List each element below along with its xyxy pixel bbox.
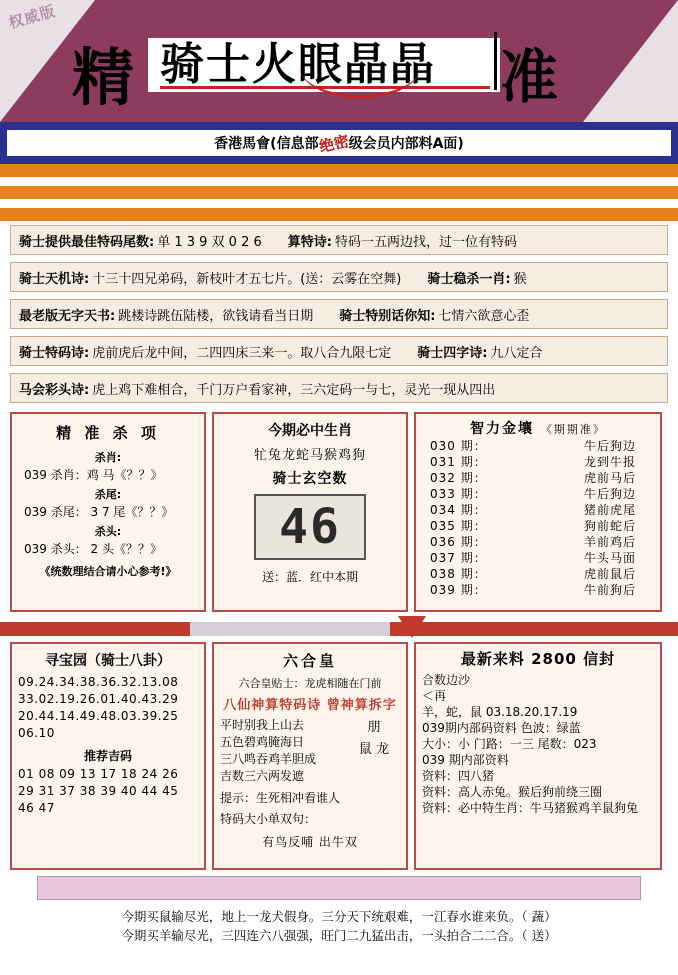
page-footer [0,900,678,945]
wisdom-row [422,566,654,582]
poem-label: 骑士四字诗: [417,345,488,361]
wisdom-row [422,582,654,598]
zodiac-card [212,412,408,612]
wisdom-value: 虎前鼠后 [583,567,636,581]
poem-label: 最老版无字天书: [19,308,116,324]
liuhe-side-char: 鼠 龙 [358,742,390,757]
header-right-triangle [583,0,678,122]
stripe-orange-3 [0,208,678,221]
header-vertical-bar [494,32,497,90]
treasure-number-line: 20.44.14.49.48.03.39.25 [18,709,179,723]
poem-text: 单 1 3 9 双 0 2 6 [157,234,262,250]
lucky-number-line: 46 47 [18,801,55,815]
poem-row [10,262,668,292]
poem-row [10,225,668,255]
poem-row [10,373,668,403]
liuhe-red-line: 八仙神算特码诗 曾神算拆字 [223,698,397,713]
wisdom-row [422,518,654,534]
poem-text: 虎前虎后龙中间，二四四床三来一。取八合九限七定 [92,345,392,361]
wisdom-period: 038 期： [430,567,487,581]
lucky-number-line: 01 08 09 13 17 18 24 26 [18,767,179,781]
poem-label: 骑士特别话你知: [339,308,436,324]
middle-cards [0,410,678,612]
liuhe-hint: 提示：生死相冲看谁人 [220,791,341,805]
material-line: ＜再 [422,689,447,703]
pink-bar-wrap [0,870,678,900]
wisdom-title-small: 《期期准》 [540,423,606,436]
poem-text: 特码一五两边找，过一位有特码 [334,234,517,250]
bottom-cards [0,642,678,870]
poem-label: 马会彩头诗: [19,382,90,398]
material-line: 资料：必中特生肖：牛马猪猴鸡羊鼠狗兔 [422,801,639,815]
treasure-card-title: 寻宝园（骑士八卦） [45,653,171,669]
poem-text: 七情六欲意心歪 [438,308,530,324]
kill-row-value: 039 杀肖：鸡 马《？？》 [24,468,163,482]
subtitle-text-band [7,130,671,156]
footer-line-2: 今期买羊输尽光，三四连六八强强，旺门二九猛出击，一头拍合二二合。（ 送） [121,928,557,943]
orange-stripes [0,164,678,221]
wisdom-period: 036 期： [430,535,487,549]
header-title-zhun: 准 [500,43,559,111]
wisdom-row [422,534,654,550]
subtitle-left: (信息部 [270,136,319,152]
wisdom-value: 虎前马后 [583,471,636,485]
liuhe-poem-line: 吉数三六两发遮 [220,769,305,783]
zodiac-subtitle: 骑士玄空数 [272,471,348,487]
wisdom-value: 狗前蛇后 [583,519,636,533]
poem-label: 骑士天机诗: [19,271,90,287]
wisdom-period: 030 期： [430,439,487,453]
treasure-number-line: 06.10 [18,726,55,740]
kill-row-value: 039 杀头： 2 头《？？》 [24,542,162,556]
material-line: 资料：四八猪 [422,769,495,783]
material-line: 合数边沙 [422,673,471,687]
liuhe-hint-2: 特码大小单双句： [220,812,317,826]
stripe-white-1 [0,177,678,186]
subtitle-prefix: 香港馬會 [214,136,271,152]
poem-label: 骑士稳杀一肖: [427,271,511,287]
liuhe-poem-line: 三八鸣吞鸡羊胆成 [220,752,317,766]
divider-left-bar [0,622,190,636]
header-title-jing: 精 [72,41,135,114]
poem-row [10,299,668,329]
wisdom-value: 羊前鸡后 [583,535,636,549]
wisdom-row [422,550,654,566]
liuhe-footer: 有鸟反哺 出牛双 [262,835,358,849]
treasure-number-line: 09.24.34.38.36.32.13.08 [18,675,179,689]
stripe-white-2 [0,199,678,208]
liuhe-poem-line: 平时别我上山去 [220,718,305,732]
material-card [414,642,662,870]
poem-row [10,336,668,366]
liuhe-card-title: 六合皇 [282,652,337,670]
material-line: 资料：高人赤兔。猴后狗前绕三圈 [422,785,603,799]
treasure-card [10,642,206,870]
wisdom-value: 牛后狗边 [583,487,636,501]
liuhe-card [212,642,408,870]
treasure-number-line: 33.02.19.26.01.40.43.29 [18,692,179,706]
kill-row-value: 039 杀尾： 3 7 尾《？？》 [24,505,174,519]
wisdom-period: 033 期： [430,487,487,501]
page-header [0,0,678,122]
header-title-middle: 骑士火眼晶晶 [160,39,436,90]
material-card-title: 最新来料 2800 信封 [460,650,616,668]
wisdom-card [414,412,662,612]
material-line: 039期内部码资料 色波：绿蓝 [422,721,581,735]
pink-bar [37,876,641,900]
poem-label: 骑士特码诗: [19,345,90,361]
poem-text: 跳楼诗跳伍陆楼，欲钱请看当日期 [118,308,314,324]
stripe-orange-2 [0,186,678,199]
kill-row-label: 杀头: [94,525,122,538]
wisdom-period: 032 期： [430,471,487,485]
zodiac-card-title: 今期必中生肖 [268,423,352,439]
wisdom-value: 牛前狗后 [583,583,636,597]
lcd-display: 46 [254,494,366,560]
wisdom-card-title [422,418,654,438]
divider-arrow-icon [398,616,426,638]
lucky-number-line: 29 31 37 38 39 40 44 45 [18,784,179,798]
divider-right-bar [390,622,678,636]
wisdom-value: 牛头马面 [583,551,636,565]
kill-card [10,412,206,612]
wisdom-period: 031 期： [430,455,487,469]
wisdom-value: 猪前虎尾 [583,503,636,517]
zodiac-list: 牤兔龙蛇马猴鸡狗 [253,448,366,463]
divider-middle-bar [190,622,390,636]
subtitle-right: 级会员内部料A面) [348,136,464,152]
header-swoosh [300,62,420,98]
wisdom-value: 牛后狗边 [583,439,636,453]
red-divider [0,616,678,642]
poem-text: 十三十四兄弟码，新枝叶才五七片。(送：云雾在空舞) [92,271,402,287]
wisdom-title-main: 智力金壤 [470,421,535,437]
wisdom-row [422,470,654,486]
material-line: 羊，蛇，鼠 03.18.20.17.19 [422,705,578,719]
authority-stamp: 权威版 [6,1,58,33]
wisdom-period: 037 期： [430,551,487,565]
wisdom-period: 034 期： [430,503,487,517]
poem-label: 算特诗: [287,234,332,250]
liuhe-side-char: 朋 [367,720,381,735]
footer-line-1: 今期买鼠输尽光，地上一龙犬假身。三分天下统艰难，一江春水谁来负。（ 蔬） [121,909,557,924]
wisdom-row [422,438,654,454]
liuhe-subtitle: 六合皇贴士：龙虎相随在门前 [238,677,382,690]
liuhe-poem-line: 五色碧鸡腌海日 [220,735,305,749]
poem-text: 九八定合 [490,345,543,361]
wisdom-value: 龙到牛报 [583,455,636,469]
material-line: 大小：小 门路：一三 尾数：023 [422,737,597,751]
wisdom-period: 035 期： [430,519,487,533]
wisdom-row [422,502,654,518]
material-line: 039 期内部资料 [422,753,509,767]
poem-rows [0,221,678,403]
poem-text: 虎上鸡下难相合，千门万户看家神，三六定码一与七，灵光一现从四出 [92,382,496,398]
secret-stamp: 绝密 [317,131,351,156]
poem-label: 骑士提供最佳特码尾数: [19,234,155,250]
poem-text: 猴 [513,271,527,287]
wisdom-row [422,486,654,502]
liuhe-body [220,717,400,785]
kill-card-title: 精 准 杀 项 [56,424,160,442]
wisdom-row [422,454,654,470]
kill-row-label: 杀肖: [94,451,122,464]
wisdom-period: 039 期： [430,583,487,597]
zodiac-send-line: 送：蓝．红中本期 [261,570,358,584]
stripe-orange-1 [0,164,678,177]
kill-card-note: 《统数理结合请小心参考!》 [39,565,177,578]
subtitle-blue-bar [0,122,678,164]
lucky-numbers-title: 推荐吉码 [83,749,132,763]
kill-row-label: 杀尾: [94,488,122,501]
